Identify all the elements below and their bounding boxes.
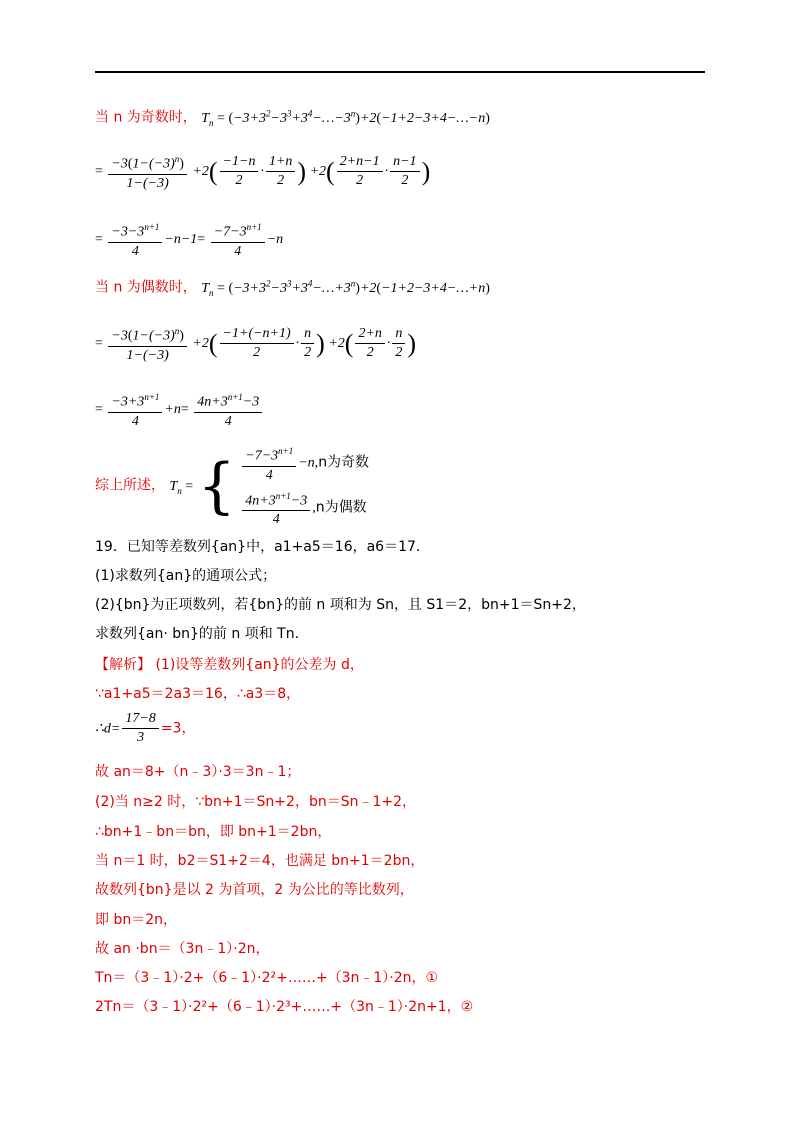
solution-12: 2Tn＝（3﹣1）·2²+（6﹣1）·2³+……+（3n﹣1）·2n+1，② [95,999,474,1015]
summary-label: 综上所述， [95,477,165,494]
even-case-line [95,273,490,302]
odd-label: 当 n 为奇数时， [95,109,197,126]
solution-3: ∴d= $\frac{17-8}{3}$ =3， [95,711,196,745]
odd-step2: = $\frac{-3-3^{n+1}}{4}$ −n−1= $\frac{-7-3^{n+1}}{4}$ −n [95,218,283,261]
even-step2: = $\frac{-3+3^{n+1}}{4}$ +n= $\frac{4n+3^{n+1}-3}{4}$ [95,388,264,431]
solution-10: 故 an ·bn＝（3n﹣1）·2n， [95,941,270,957]
question-1: (1)求数列{an}的通项公式； [95,568,277,584]
even-step1: = $\frac{-3(1-(-3)^n)}{1-(-3)}$ +2( $\frac{-1+(-n+1)}{2}$ · $\frac{n}{2}$ ) +2( $\frac{2+n}{2}$ · $\frac{n}{2}$ ) [95,322,416,365]
solution-3-result: =3， [160,720,196,737]
summary-line: 综上所述， $T_n$ = { $\frac{-7-3^{n+1}}{4}$ −n,n为奇数 $\frac{4n+3^{n+1}-3}{4}$ ,n为偶数 [95,440,369,531]
solution-1: 【解析】 (1)设等差数列{an}的公差为 d， [95,657,364,673]
solution-6: ∴bn+1﹣bn＝bn，即 bn+1＝2bn， [95,824,332,840]
solution-4: 故 an＝8+（n﹣3）·3＝3n﹣1； [95,764,301,780]
header-rule [95,71,705,73]
solution-11: Tn＝（3﹣1）·2+（6﹣1）·2²+……+（3n﹣1）·2n，① [95,970,439,986]
question-2-cont: 求数列{an· bn}的前 n 项和 Tn. [95,626,300,642]
solution-7: 当 n＝1 时，b2＝S1+2＝4，也满足 bn+1＝2bn， [95,853,425,869]
even-label: 当 n 为偶数时， [95,279,197,296]
odd-case-line [95,103,490,132]
solution-9: 即 bn＝2n， [95,912,177,928]
solution-2: ∵a1+a5＝2a3＝16，∴a3＝8， [95,686,301,702]
case-odd: n为奇数 [318,454,370,471]
odd-step1: = $\frac{-3(1-(-3)^n)}{1-(-3)}$ +2( $\frac{-1-n}{2}$ · $\frac{1+n}{2}$ ) +2( $\frac{2+n-1}{2}$ · $\frac{n-1}{2}$ ) [95,150,430,193]
solution-8: 故数列{bn}是以 2 为首项，2 为公比的等比数列， [95,882,414,898]
even-Tn-formula: $T_n$ = $(-3+3^2-3^3+3^4-\dots+3^n)+2(-1+2-3+4-\dots+n)$ [201,278,490,298]
question-2: (2){bn}为正项数列，若{bn}的前 n 项和为 Sn，且 S1＝2，bn+1＝Sn+2， [95,597,586,613]
problem-header: 19．已知等差数列{an}中，a1+a5＝16，a6＝17. [95,539,421,555]
solution-5: (2)当 n≥2 时，∵bn+1＝Sn+2，bn＝Sn﹣1+2， [95,794,417,810]
case-even: n为偶数 [315,499,367,516]
odd-Tn-formula: $T_n$ = $(-3+3^2-3^3+3^4-\dots-3^n)+2(-1+2-3+4-\dots-n)$ [201,108,490,128]
